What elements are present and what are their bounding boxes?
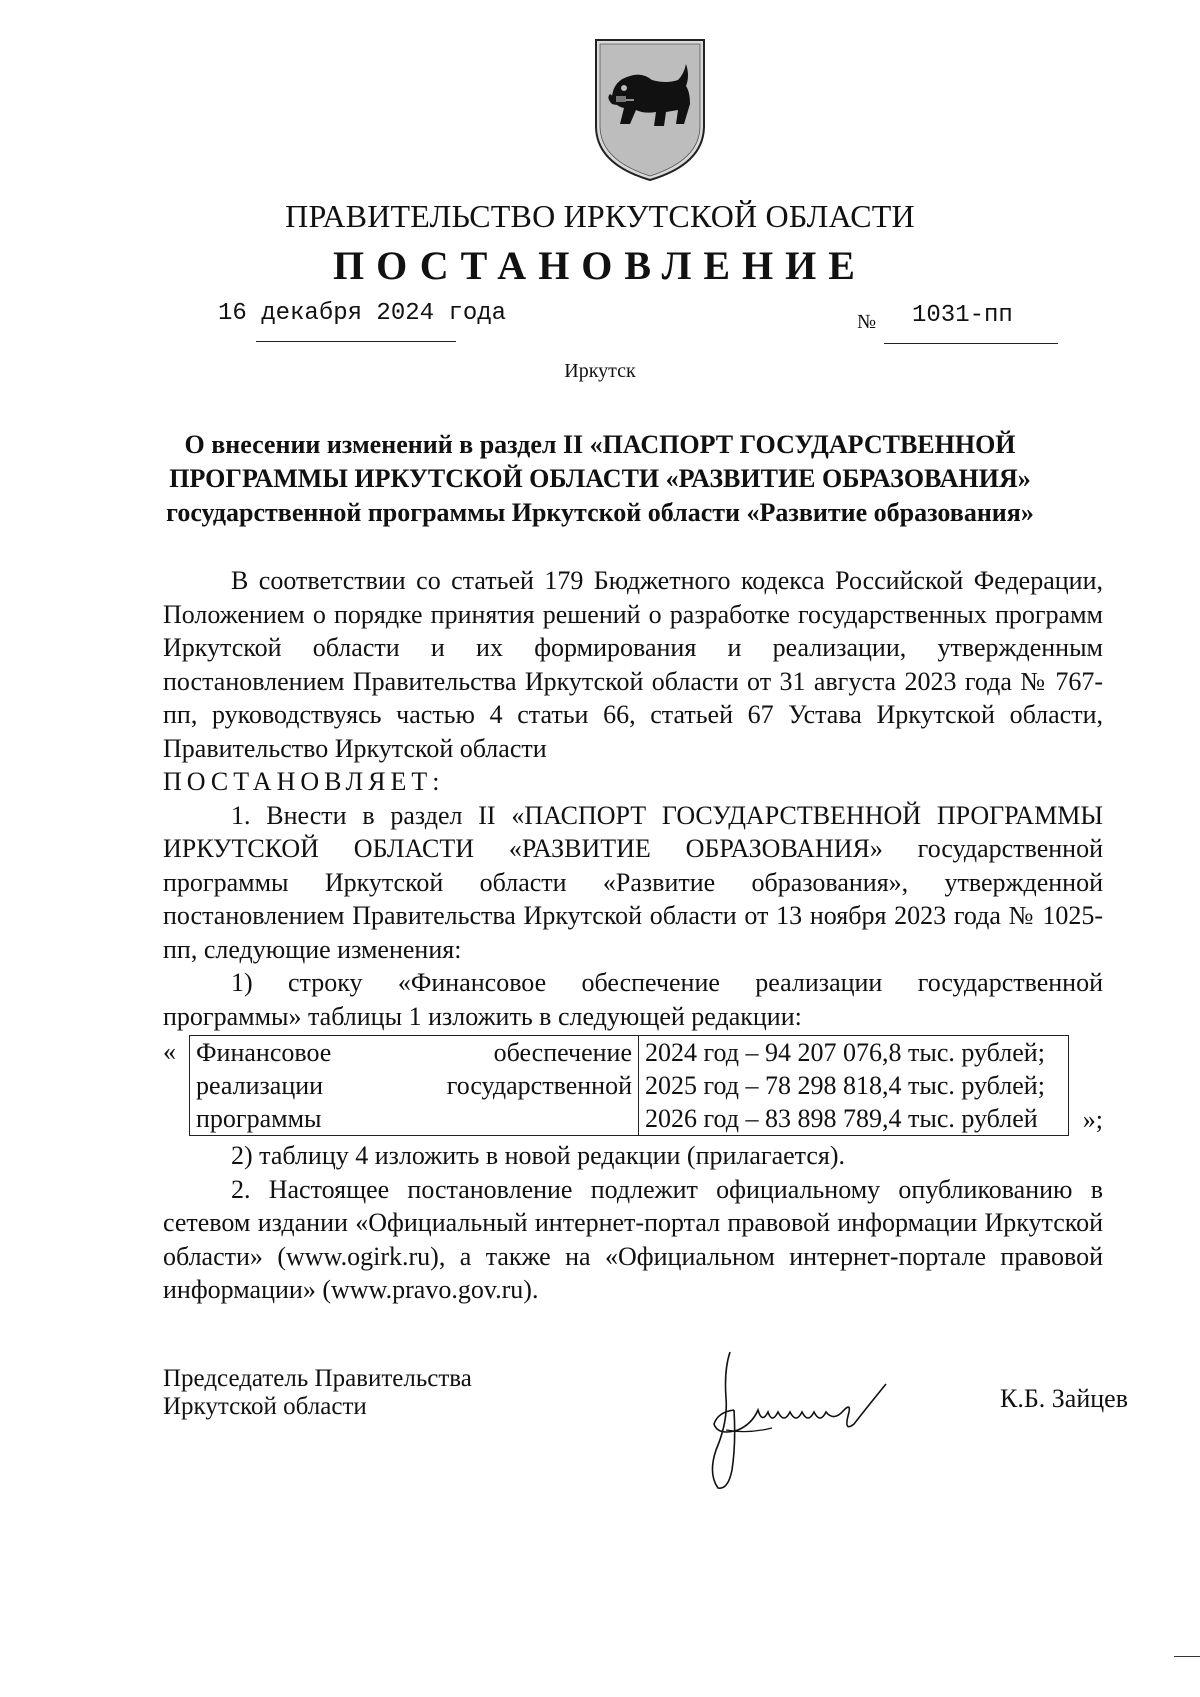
document-title: О внесении изменений в раздел II «ПАСПОРТ ГОСУДАРСТВЕННОЙ ПРОГРАММЫ ИРКУТСКОЙ ОБЛАСТИ «РАЗВИТИЕ ОБРАЗОВАНИЯ» государственной программы Иркутской области «Развитие образования» [166, 430, 1034, 527]
number-underline [884, 343, 1058, 344]
signatory-name: К.Б. Зайцев [1000, 1384, 1128, 1413]
document-city: Иркутск [564, 360, 636, 382]
quote-close-mark: »; [1082, 1105, 1103, 1134]
table-value-line: 2025 год – 78 298 818,4 тыс. рублей; [645, 1071, 1045, 1100]
item-2-paragraph: 2. Настоящее постановление подлежит официальному опубликованию в сетевом издании «Официальный интернет-портал правовой информации Иркутской области» (www.ogirk.ru), а также на «Официальном интернет-портале правовой информации» (www.pravo.gov.ru). [163, 1174, 1103, 1304]
government-name: ПРАВИТЕЛЬСТВО ИРКУТСКОЙ ОБЛАСТИ [285, 198, 915, 234]
number-label: № [857, 311, 877, 333]
margin-dash-mark [1174, 1656, 1200, 1657]
document-body [163, 564, 1103, 1307]
table-row [190, 1036, 1069, 1136]
item-1-1-paragraph: 1) строку «Финансовое обеспечение реализации государственной программы» таблицы 1 изложить в следующей редакции: [163, 968, 1103, 1031]
coat-of-arms-emblem [590, 34, 710, 184]
table-value-line: 2026 год – 83 898 789,4 тыс. рублей [645, 1104, 1038, 1133]
signatory-position [163, 1365, 472, 1421]
document-number: 1031-пп [912, 302, 1013, 329]
document-type-heading: ПОСТАНОВЛЕНИЕ [333, 243, 867, 288]
table-label-line: реализации государственной [196, 1071, 632, 1100]
financing-table [189, 1035, 1069, 1136]
quoted-table-block [163, 1035, 1103, 1139]
document-date: 16 декабря 2024 года [218, 300, 507, 327]
table-value-line: 2024 год – 94 207 076,8 тыс. рублей; [645, 1038, 1045, 1067]
item-1-paragraph: 1. Внести в раздел II «ПАСПОРТ ГОСУДАРСТВЕННОЙ ПРОГРАММЫ ИРКУТСКОЙ ОБЛАСТИ «РАЗВИТИЕ ОБРАЗОВАНИЯ» государственной программы Иркутской области «Развитие образования», утвержденной постановлением Правительства Иркутской области от 13 ноября 2023 года № 1025-пп, следующие изменения: [163, 800, 1103, 964]
handwritten-signature [688, 1340, 928, 1500]
resolves-line: ПОСТАНОВЛЯЕТ: [163, 767, 445, 796]
table-label-line: Финансовое обеспечение [196, 1038, 632, 1067]
table-cell-label [190, 1036, 639, 1136]
item-1-2-paragraph: 2) таблицу 4 изложить в новой редакции (прилагается). [231, 1141, 845, 1170]
position-line: Иркутской области [163, 1393, 367, 1420]
date-underline [256, 341, 456, 342]
table-cell-values [639, 1036, 1069, 1136]
intro-paragraph: В соответствии со статьей 179 Бюджетного кодекса Российской Федерации, Положением о порядке принятия решений о разработке государственных программ Иркутской области и их формирования и реализации, утвержденным постановлением Правительства Иркутской области от 31 августа 2023 года № 767-пп, руководствуясь частью 4 статьи 66, статьей 67 Устава Иркутской области, Правительство Иркутской области [163, 566, 1103, 763]
position-line: Председатель Правительства [163, 1365, 472, 1392]
table-label-line: программы [196, 1104, 322, 1133]
quote-open-mark: « [163, 1037, 176, 1066]
